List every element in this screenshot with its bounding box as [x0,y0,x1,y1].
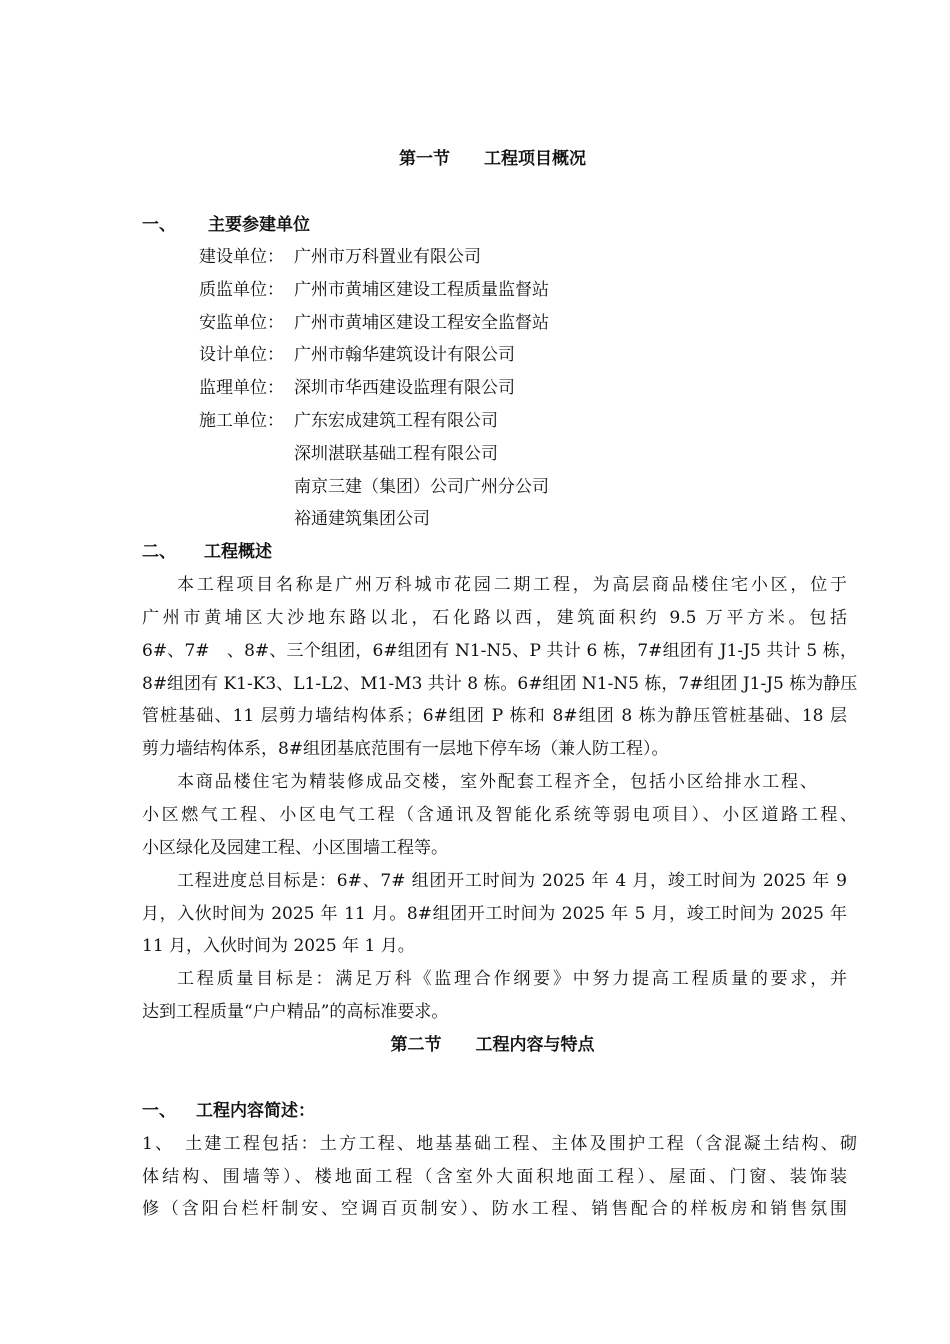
unit-value-design: 广州市翰华建筑设计有限公司 [294,345,515,365]
unit-value-supervision: 深圳市华西建设监理有限公司 [294,378,515,398]
section-2-part-1-number: 一、 [142,1101,176,1121]
contractor-extra-3: 裕通建筑集团公司 [294,509,430,529]
overview-line: 本工程项目名称是广州万科城市花园二期工程，为高层商品楼住宅小区，位于 [177,575,847,595]
overview-line: 小区燃气工程、小区电气工程（含通讯及智能化系统等弱电项目）、小区道路工程、 [142,805,857,825]
section-2-title: 第二节 工程内容与特点 [390,1035,595,1055]
overview-line: 本商品楼住宅为精装修成品交楼，室外配套工程齐全，包括小区给排水工程、 [177,772,817,792]
unit-label-design: 设计单位： [199,345,284,365]
unit-label-quality: 质监单位： [199,280,284,300]
part-1-heading: 主要参建单位 [208,215,310,235]
unit-label-construction: 施工单位： [199,411,284,431]
content-line: 修（含阳台栏杆制安、空调百页制安）、防水工程、销售配合的样板房和销售氛围 [142,1199,847,1219]
part-1-number: 一、 [142,215,176,235]
unit-value-construction: 广东宏成建筑工程有限公司 [294,411,498,431]
overview-line: 6#、7# 、8#、三个组团，6#组团有 N1-N5、P 共计 6 栋，7#组团有 J1-J5 共计 5 栋， [142,641,857,661]
overview-line: 小区绿化及园建工程、小区围墙工程等。 [142,838,448,858]
overview-line: 工程质量目标是：满足万科《监理合作纲要》中努力提高工程质量的要求，并 [177,969,847,989]
overview-line: 剪力墙结构体系，8#组团基底范围有一层地下停车场（兼人防工程）。 [142,739,669,759]
part-2-heading: 工程概述 [204,542,272,562]
overview-line: 达到工程质量“户户精品”的高标准要求。 [142,1002,449,1022]
unit-value-owner: 广州市万科置业有限公司 [294,247,481,267]
unit-value-safety: 广州市黄埔区建设工程安全监督站 [294,313,549,333]
section-1-title: 第一节 工程项目概况 [399,149,586,169]
overview-line: 广州市黄埔区大沙地东路以北，石化路以西，建筑面积约 9.5 万平方米。包括 [142,608,847,628]
unit-label-owner: 建设单位： [199,247,284,267]
unit-label-safety: 安监单位： [199,313,284,333]
overview-line: 月，入伙时间为 2025 年 11 月。8#组团开工时间为 2025 年 5 月，竣工时间为 2025 年 [142,904,847,924]
overview-line: 工程进度总目标是：6#、7# 组团开工时间为 2025 年 4 月，竣工时间为 2025 年 9 [177,871,847,891]
unit-value-quality: 广州市黄埔区建设工程质量监督站 [294,280,549,300]
section-2-part-1-heading: 工程内容简述： [196,1101,315,1121]
contractor-extra-1: 深圳湛联基础工程有限公司 [294,444,498,464]
overview-line: 8#组团有 K1-K3、L1-L2、M1-M3 共计 8 栋。6#组团 N1-N5 栋，7#组团 J1-J5 栋为静压 [142,674,858,694]
overview-line: 管桩基础、11 层剪力墙结构体系；6#组团 P 栋和 8#组团 8 栋为静压管桩基础、18 层 [142,706,847,726]
overview-line: 11 月，入伙时间为 2025 年 1 月。 [142,936,415,956]
content-line: 1、 土建工程包括：土方工程、地基基础工程、主体及围护工程（含混凝土结构、砌 [142,1134,857,1154]
part-2-number: 二、 [142,542,176,562]
unit-label-supervision: 监理单位： [199,378,284,398]
content-line: 体结构、围墙等）、楼地面工程（含室外大面积地面工程）、屋面、门窗、装饰装 [142,1167,847,1187]
contractor-extra-2: 南京三建（集团）公司广州分公司 [294,477,549,497]
